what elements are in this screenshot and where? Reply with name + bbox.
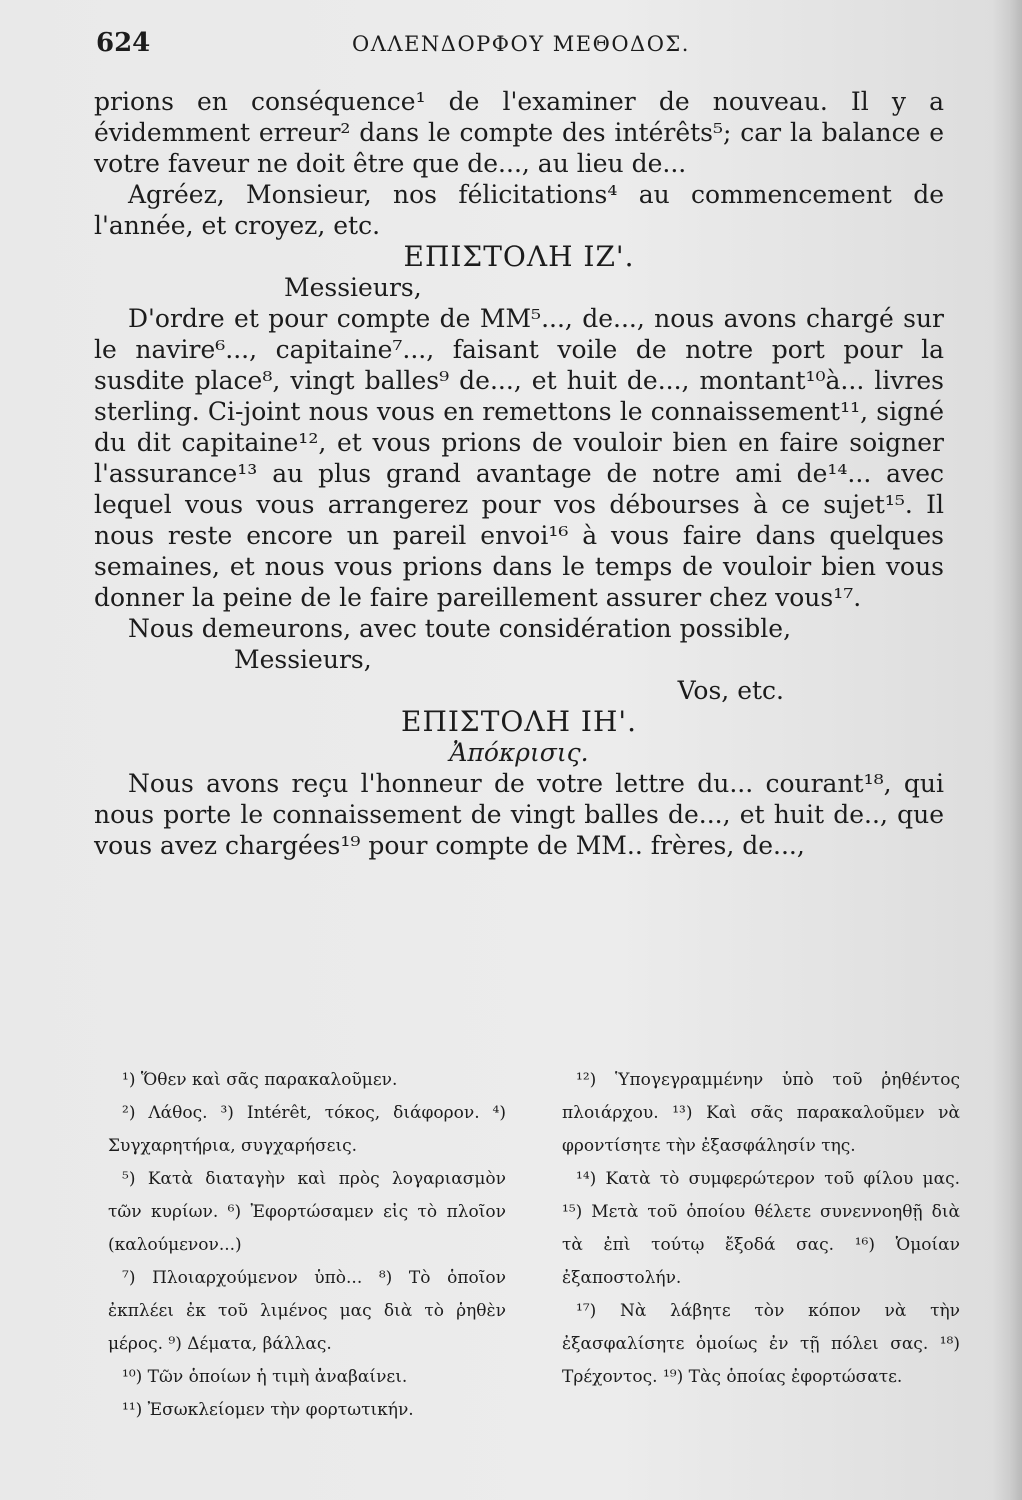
footnote: ¹²) Ὑπογεγραμμένην ὑπὸ τοῦ ῥηθέντος πλοιάρχου. ¹³) Καὶ σᾶς παρακαλοῦμεν νὰ φροντίσητε τὴν ἐξασφάλησίν της.	[562, 1070, 960, 1156]
footnotes-left-column	[108, 1064, 506, 1427]
footnotes-right-column	[562, 1064, 960, 1427]
closing-salutation: Messieurs,	[234, 645, 372, 674]
footnote: ¹⁰) Τῶν ὁποίων ἡ τιμὴ ἀναβαίνει.	[122, 1367, 408, 1387]
letter-signoff: Vos, etc.	[677, 676, 784, 705]
footnotes	[108, 1064, 960, 1427]
footnote: ⁷) Πλοιαρχούμενον ὑπὸ... ⁸) Τὸ ὁποῖον ἐκπλέει ἐκ τοῦ λιμένος μας διὰ τὸ ῥηθὲν μέρος. ⁹) Δέματα, βάλλας.	[108, 1268, 506, 1354]
paragraph-continuation: prions en conséquence¹ de l'examiner de nouveau. Il y a évidemment erreur² dans le compte des intérêts⁵; car la balance e votre faveur ne doit être que de..., au lieu de...	[94, 87, 944, 178]
letter-subheading: Ἀπόκρισις.	[449, 738, 589, 767]
letter-salutation: Messieurs,	[284, 273, 422, 302]
letter-closing-line: Nous demeurons, avec toute considération possible,	[128, 614, 792, 643]
letter-body-paragraph: D'ordre et pour compte de MM⁵..., de..., nous avons chargé sur le navire⁶..., capitaine⁷..., faisant voile de notre port pour la susdite place⁸, vingt balles⁹ de..., et huit de..., montant¹⁰à... livres sterling. Ci-joint nous vous en remettons le connaissement¹¹, signé du dit capitaine¹², et vous prions de vouloir bien en faire soigner l'assurance¹³ au plus grand avantage de notre ami de¹⁴... avec lequel vous vous arrangerez pour vos débourses à ce sujet¹⁵. Il nous reste encore un pareil envoi¹⁶ à vous faire dans quelques semaines, et nous vous prions dans le temps de vouloir bien vous donner la peine de le faire pareillement assurer chez vous¹⁷.	[94, 304, 944, 612]
letter-heading-17: ΕΠΙΣΤΟΛΗ ΙΖ'.	[403, 240, 635, 273]
paragraph-closing: Agréez, Monsieur, nos félicitations⁴ au commencement de l'année, et croyez, etc.	[94, 180, 944, 240]
letter-heading-18: ΕΠΙΣΤΟΛΗ ΙΗ'.	[401, 705, 637, 738]
footnote: ¹¹) Ἐσωκλείομεν τὴν φορτωτικήν.	[122, 1400, 414, 1420]
reply-paragraph: Nous avons reçu l'honneur de votre lettre du... courant¹⁸, qui nous porte le connaissement de vingt balles de..., et huit de.., que vous avez chargées¹⁹ pour compte de MM.. frères, de...,	[94, 769, 944, 860]
footnote: ¹⁴) Κατὰ τὸ συμφερώτερον τοῦ φίλου μας. ¹⁵) Μετὰ τοῦ ὁποίου θέλετε συνεννοηθῇ διὰ τὰ ἐπὶ τούτῳ ἔξοδά σας. ¹⁶) Ὁμοίαν ἐξαποστολήν.	[562, 1169, 960, 1288]
main-text	[94, 86, 944, 861]
page-edge-shadow	[992, 0, 1022, 1500]
running-head: ΟΛΛΕΝΔΟΡΦΟΥ ΜΕΘΟΔΟΣ.	[352, 32, 690, 56]
page-header	[96, 28, 946, 64]
footnote: ²) Λάθος. ³) Intérêt, τόκος, διάφορον. ⁴) Συγχαρητήρια, συγχαρήσεις.	[108, 1103, 506, 1156]
footnote: ¹⁷) Νὰ λάβητε τὸν κόπον νὰ τὴν ἐξασφαλίσητε ὁμοίως ἐν τῇ πόλει σας. ¹⁸) Τρέχοντος. ¹⁹) Τὰς ὁποίας ἐφορτώσατε.	[562, 1301, 960, 1387]
footnote: ⁵) Κατὰ διαταγὴν καὶ πρὸς λογαριασμὸν τῶν κυρίων. ⁶) Ἐφορτώσαμεν εἰς τὸ πλοῖον (καλούμενον...)	[108, 1169, 506, 1255]
page-number: 624	[96, 28, 151, 58]
footnote: ¹) Ὅθεν καὶ σᾶς παρακαλοῦμεν.	[122, 1070, 398, 1090]
